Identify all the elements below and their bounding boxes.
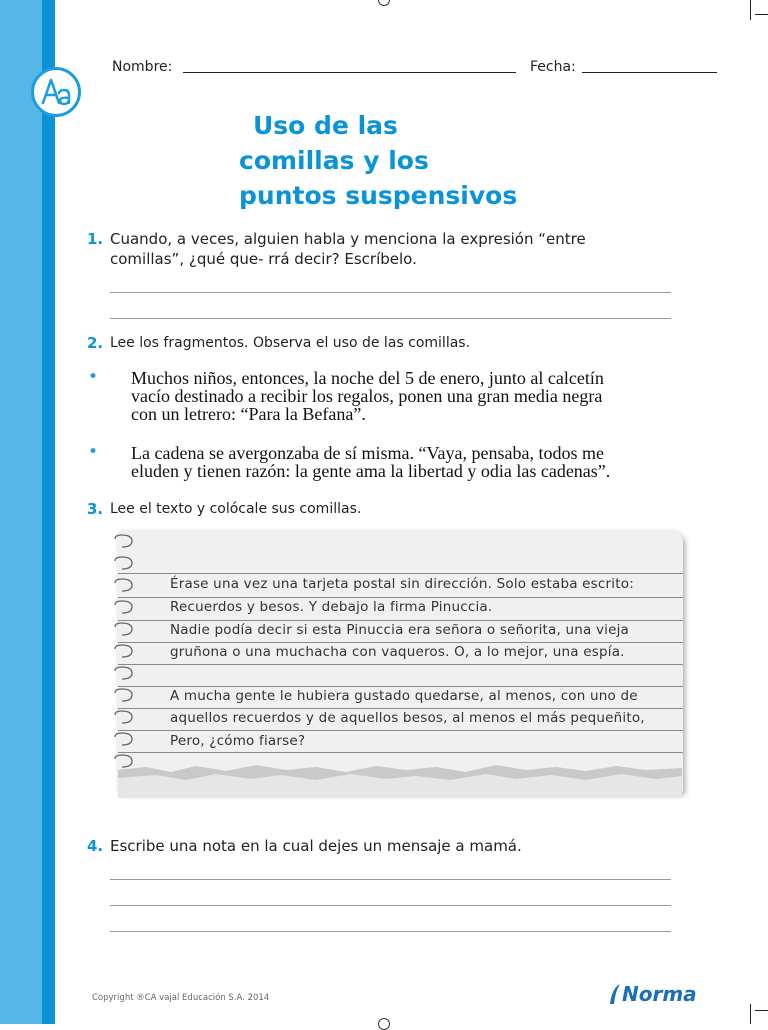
notebook-line: Nadie podía decir si esta Pinuccia era señora o señorita, una vieja (170, 622, 630, 638)
question-3-number: 3. (87, 500, 104, 518)
notebook-rule (118, 597, 683, 598)
question-4-number: 4. (87, 837, 104, 855)
fragment-2-line1: La cadena se avergonzaba de sí misma. “Vaya, pensaba, todos me (131, 443, 604, 463)
question-2-number: 2. (87, 334, 104, 352)
notebook-line: Recuerdos y besos. Y debajo la firma Pinuccia. (170, 599, 493, 615)
sidebar-band-dark (42, 0, 55, 1024)
notebook-line: gruñona o una muchacha con vaqueros. O, a lo mejor, una espía. (170, 644, 625, 660)
question-1-number: 1. (87, 230, 104, 248)
bullet-icon: • (88, 367, 99, 387)
notebook-line: Pero, ¿cómo fiarse? (170, 733, 306, 749)
notebook-rule (118, 730, 683, 731)
letters-aa-icon (36, 72, 76, 112)
notebook-rule (118, 642, 683, 643)
spiral-binding (112, 533, 142, 773)
date-label: Fecha: (530, 59, 576, 75)
question-1-text (110, 229, 586, 269)
notebook-rule (118, 573, 683, 574)
fragment-1 (131, 369, 673, 423)
torn-paper-edge (116, 758, 686, 798)
registration-mark (378, 0, 390, 6)
question-1-line2: comillas”, ¿qué que- rrá decir? Escríbelo. (110, 250, 417, 268)
notebook-line: A mucha gente le hubiera gustado quedarse, al menos, con uno de (170, 688, 638, 704)
question-1-line1: Cuando, a veces, alguien habla y menciona la expresión “entre (110, 230, 586, 248)
answer-line[interactable] (110, 292, 671, 293)
notebook-rule (118, 620, 683, 621)
fragment-1-line2: vacío destinado a recibir los regalos, ponen una gran media negra (131, 386, 603, 406)
question-3-text: Lee el texto y colócale sus comillas. (110, 501, 362, 517)
question-4-text: Escribe una nota en la cual dejes un mensaje a mamá. (110, 837, 522, 855)
crop-mark (755, 1010, 768, 1011)
page-title-line2: comillas y los (239, 146, 429, 175)
notebook-rule (118, 708, 683, 709)
letters-icon (31, 67, 81, 117)
page-title-line3: puntos suspensivos (239, 181, 518, 210)
answer-line[interactable] (110, 931, 671, 932)
notebook-rule (118, 752, 683, 753)
answer-line[interactable] (110, 905, 671, 906)
fragment-2 (131, 444, 673, 480)
answer-line[interactable] (110, 879, 671, 880)
question-2-text: Lee los fragmentos. Observa el uso de las comillas. (110, 335, 471, 351)
date-field[interactable] (582, 72, 717, 73)
name-label: Nombre: (112, 59, 173, 75)
norma-logo (608, 982, 697, 1006)
crop-mark (750, 0, 751, 20)
notebook-line: Érase una vez una tarjeta postal sin dirección. Solo estaba escrito: (170, 576, 634, 592)
crop-mark (750, 1004, 751, 1024)
name-field[interactable] (183, 72, 516, 73)
fragment-1-line1: Muchos niños, entonces, la noche del 5 de enero, junto al calcetín (131, 368, 604, 388)
copyright-text: Copyright ®CA vajal Educación S.A. 2014 (92, 993, 270, 1003)
norma-swoosh-icon (608, 982, 622, 1006)
fragment-2-line2: eluden y tienen razón: la gente ama la libertad y odia las cadenas”. (131, 461, 611, 481)
bullet-icon: • (88, 442, 99, 462)
sidebar-band-light (0, 0, 42, 1024)
notebook-rule (118, 686, 683, 687)
notebook-line: aquellos recuerdos y de aquellos besos, al menos el más pequeñito, (170, 710, 645, 726)
page-title-line1: Uso de las (253, 111, 398, 140)
fragment-1-line3: con un letrero: “Para la Befana”. (131, 404, 366, 424)
notebook-rule (118, 664, 683, 665)
registration-mark (378, 1018, 390, 1030)
crop-mark (755, 14, 768, 15)
answer-line[interactable] (110, 318, 671, 319)
brand-name: Norma (622, 982, 697, 1006)
